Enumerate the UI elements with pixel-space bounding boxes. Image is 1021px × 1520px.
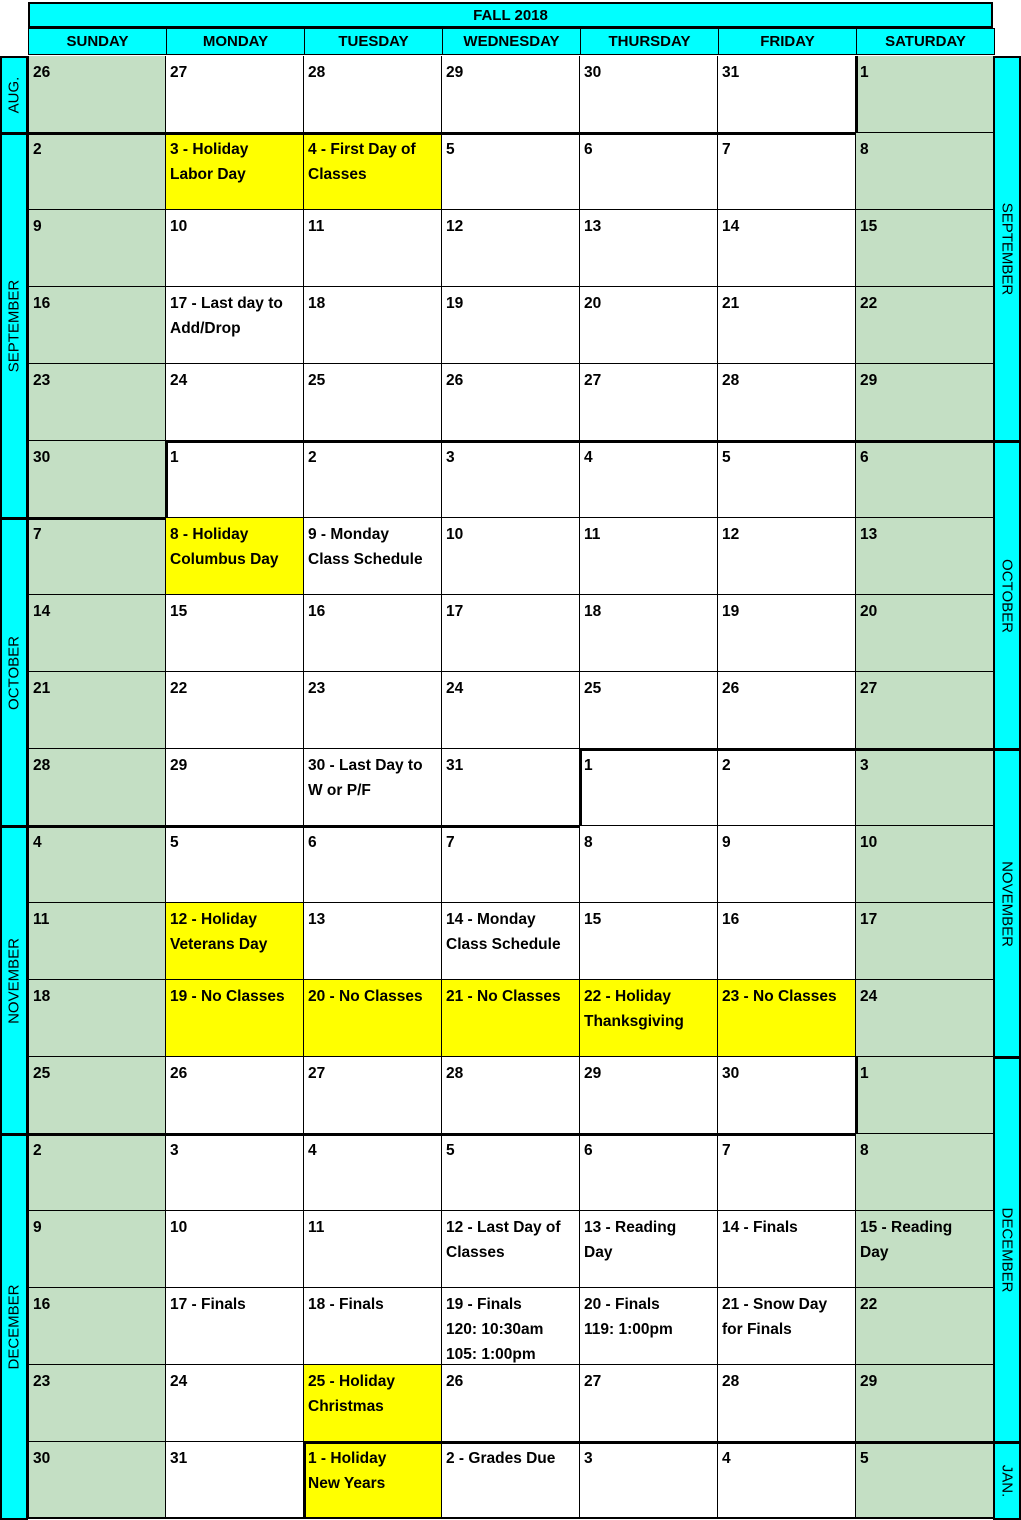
- day-header-tuesday: TUESDAY: [304, 28, 443, 55]
- month-label: DECEMBER: [998, 1207, 1016, 1293]
- day-cell[interactable]: 22 - Holiday Thanksgiving: [580, 980, 718, 1057]
- month-boundary-line: [303, 1442, 306, 1519]
- day-cell[interactable]: 23 - No Classes: [718, 980, 856, 1057]
- day-cell[interactable]: 28: [28, 749, 166, 826]
- day-cell[interactable]: 28: [442, 1057, 580, 1134]
- day-header-monday: MONDAY: [166, 28, 305, 55]
- day-cell[interactable]: 7: [442, 826, 580, 903]
- month-label: OCTOBER: [5, 635, 23, 710]
- day-cell[interactable]: 25 - Holiday Christmas: [304, 1365, 442, 1442]
- day-cell[interactable]: 8: [856, 1134, 994, 1211]
- day-cell[interactable]: 1: [856, 1057, 994, 1134]
- day-cell[interactable]: 16: [718, 903, 856, 980]
- day-cell[interactable]: 19: [718, 595, 856, 672]
- day-cell[interactable]: 12 - Last Day of Classes: [442, 1211, 580, 1288]
- day-cell[interactable]: 17: [442, 595, 580, 672]
- day-cell[interactable]: 2: [718, 749, 856, 826]
- month-boundary-line: [28, 517, 166, 520]
- right-month-band: [993, 56, 1021, 442]
- day-cell[interactable]: 31: [166, 1442, 304, 1519]
- day-cell[interactable]: 26: [718, 672, 856, 749]
- day-cell[interactable]: 20: [580, 287, 718, 364]
- month-label: SEPTEMBER: [998, 202, 1016, 296]
- day-cell[interactable]: 4: [28, 826, 166, 903]
- day-cell[interactable]: 6: [580, 133, 718, 210]
- day-cell[interactable]: 22: [166, 672, 304, 749]
- day-cell[interactable]: 27: [166, 56, 304, 133]
- day-cell[interactable]: 8: [856, 133, 994, 210]
- day-cell[interactable]: 5: [718, 441, 856, 518]
- day-cell[interactable]: 11: [580, 518, 718, 595]
- month-boundary-line: [28, 132, 856, 135]
- day-cell[interactable]: 2 - Grades Due: [442, 1442, 580, 1519]
- month-label: JAN.: [998, 1464, 1016, 1498]
- day-cell[interactable]: 11: [304, 210, 442, 287]
- day-cell[interactable]: 18: [580, 595, 718, 672]
- day-cell[interactable]: 9 - Monday Class Schedule: [304, 518, 442, 595]
- day-cell[interactable]: 30 - Last Day to W or P/F: [304, 749, 442, 826]
- day-cell[interactable]: 23: [304, 672, 442, 749]
- day-cell[interactable]: 16: [304, 595, 442, 672]
- day-cell[interactable]: 9: [718, 826, 856, 903]
- day-cell[interactable]: 21 - Snow Day for Finals: [718, 1288, 856, 1365]
- day-cell[interactable]: 30: [718, 1057, 856, 1134]
- day-header-wednesday: WEDNESDAY: [442, 28, 581, 55]
- day-cell[interactable]: 28: [718, 364, 856, 441]
- month-boundary-line: [28, 1133, 856, 1136]
- day-cell[interactable]: 7: [718, 1134, 856, 1211]
- month-boundary-line: [855, 1057, 858, 1134]
- right-month-band: [993, 441, 1021, 750]
- day-cell[interactable]: 30: [28, 1442, 166, 1519]
- month-label: SEPTEMBER: [5, 279, 23, 373]
- day-cell[interactable]: 10: [166, 1211, 304, 1288]
- day-cell[interactable]: 29: [166, 749, 304, 826]
- day-cell[interactable]: 17 - Last day to Add/Drop: [166, 287, 304, 364]
- day-cell[interactable]: 15 - Reading Day: [856, 1211, 994, 1288]
- day-cell[interactable]: 4: [718, 1442, 856, 1519]
- day-cell[interactable]: 16: [28, 1288, 166, 1365]
- calendar-title: FALL 2018: [28, 2, 993, 28]
- day-cell[interactable]: 25: [304, 364, 442, 441]
- day-cell[interactable]: 29: [856, 364, 994, 441]
- left-month-band: [0, 133, 28, 519]
- day-cell[interactable]: 10: [856, 826, 994, 903]
- day-cell[interactable]: 26: [442, 364, 580, 441]
- day-header-friday: FRIDAY: [718, 28, 857, 55]
- day-cell[interactable]: 3: [442, 441, 580, 518]
- month-boundary-line: [304, 1441, 994, 1444]
- day-cell[interactable]: 27: [304, 1057, 442, 1134]
- day-cell[interactable]: 1: [580, 749, 718, 826]
- day-cell[interactable]: 8 - Holiday Columbus Day: [166, 518, 304, 595]
- day-cell[interactable]: 31: [442, 749, 580, 826]
- day-cell[interactable]: 5: [442, 1134, 580, 1211]
- month-boundary-line: [579, 749, 582, 826]
- day-cell[interactable]: 3: [166, 1134, 304, 1211]
- day-cell[interactable]: 23: [28, 364, 166, 441]
- day-cell[interactable]: 24: [166, 1365, 304, 1442]
- day-cell[interactable]: 2: [304, 441, 442, 518]
- day-cell[interactable]: 5: [166, 826, 304, 903]
- day-cell[interactable]: 24: [442, 672, 580, 749]
- day-cell[interactable]: 17: [856, 903, 994, 980]
- day-cell[interactable]: 10: [166, 210, 304, 287]
- day-cell[interactable]: 6: [304, 826, 442, 903]
- day-cell[interactable]: 13: [856, 518, 994, 595]
- day-cell[interactable]: 27: [580, 364, 718, 441]
- day-cell[interactable]: 15: [856, 210, 994, 287]
- day-header-sunday: SUNDAY: [28, 28, 167, 55]
- day-cell[interactable]: 23: [28, 1365, 166, 1442]
- day-cell[interactable]: 13: [304, 903, 442, 980]
- day-cell[interactable]: 28: [304, 56, 442, 133]
- day-cell[interactable]: 26: [28, 56, 166, 133]
- day-cell[interactable]: 25: [580, 672, 718, 749]
- day-cell[interactable]: 20: [856, 595, 994, 672]
- day-cell[interactable]: 11: [304, 1211, 442, 1288]
- left-month-band: [0, 826, 28, 1135]
- day-cell[interactable]: 4: [580, 441, 718, 518]
- day-cell[interactable]: 3: [580, 1442, 718, 1519]
- left-month-band: [0, 56, 28, 134]
- day-cell[interactable]: 18: [28, 980, 166, 1057]
- month-boundary-line: [28, 825, 580, 828]
- right-month-band: [993, 1442, 1021, 1520]
- day-cell[interactable]: 6: [856, 441, 994, 518]
- day-cell[interactable]: 20 - No Classes: [304, 980, 442, 1057]
- day-cell[interactable]: 29: [580, 1057, 718, 1134]
- day-cell[interactable]: 12: [442, 210, 580, 287]
- day-cell[interactable]: 25: [28, 1057, 166, 1134]
- day-cell[interactable]: 24: [856, 980, 994, 1057]
- day-cell[interactable]: 13 - Reading Day: [580, 1211, 718, 1288]
- day-cell[interactable]: 14: [718, 210, 856, 287]
- day-cell[interactable]: 30: [28, 441, 166, 518]
- day-cell[interactable]: 10: [442, 518, 580, 595]
- day-cell[interactable]: 15: [166, 595, 304, 672]
- day-cell[interactable]: 29: [856, 1365, 994, 1442]
- left-month-band: [0, 1134, 28, 1520]
- day-cell[interactable]: 15: [580, 903, 718, 980]
- month-boundary-line: [855, 56, 858, 133]
- day-cell[interactable]: 14 - Monday Class Schedule: [442, 903, 580, 980]
- day-cell[interactable]: 11: [28, 903, 166, 980]
- day-cell[interactable]: 7: [28, 518, 166, 595]
- day-cell[interactable]: 9: [28, 1211, 166, 1288]
- day-header-thursday: THURSDAY: [580, 28, 719, 55]
- day-cell[interactable]: 19: [442, 287, 580, 364]
- month-label: OCTOBER: [998, 558, 1016, 633]
- month-boundary-line: [580, 748, 994, 751]
- left-month-band: [0, 518, 28, 827]
- month-boundary-line: [28, 1517, 994, 1519]
- day-cell[interactable]: 26: [166, 1057, 304, 1134]
- month-label: NOVEMBER: [998, 860, 1016, 947]
- day-cell[interactable]: 19 - No Classes: [166, 980, 304, 1057]
- right-month-band: [993, 749, 1021, 1058]
- day-cell[interactable]: 7: [718, 133, 856, 210]
- day-cell[interactable]: 14: [28, 595, 166, 672]
- day-cell[interactable]: 21 - No Classes: [442, 980, 580, 1057]
- day-cell[interactable]: 20 - Finals 119: 1:00pm: [580, 1288, 718, 1365]
- day-cell[interactable]: 9: [28, 210, 166, 287]
- day-cell[interactable]: 3 - Holiday Labor Day: [166, 133, 304, 210]
- day-cell[interactable]: 26: [442, 1365, 580, 1442]
- day-cell[interactable]: 29: [442, 56, 580, 133]
- day-cell[interactable]: 8: [580, 826, 718, 903]
- day-cell[interactable]: 6: [580, 1134, 718, 1211]
- day-cell[interactable]: 21: [28, 672, 166, 749]
- day-cell[interactable]: 4 - First Day of Classes: [304, 133, 442, 210]
- day-cell[interactable]: 14 - Finals: [718, 1211, 856, 1288]
- day-header-saturday: SATURDAY: [856, 28, 995, 55]
- day-cell[interactable]: 1: [856, 56, 994, 133]
- day-cell[interactable]: 31: [718, 56, 856, 133]
- day-cell[interactable]: 5: [442, 133, 580, 210]
- day-cell[interactable]: 24: [166, 364, 304, 441]
- day-cell[interactable]: 27: [580, 1365, 718, 1442]
- day-cell[interactable]: 22: [856, 1288, 994, 1365]
- day-cell[interactable]: 21: [718, 287, 856, 364]
- month-boundary-line: [165, 441, 168, 518]
- day-cell[interactable]: 12: [718, 518, 856, 595]
- day-cell[interactable]: 12 - Holiday Veterans Day: [166, 903, 304, 980]
- day-cell[interactable]: 27: [856, 672, 994, 749]
- day-cell[interactable]: 1: [166, 441, 304, 518]
- day-cell[interactable]: 4: [304, 1134, 442, 1211]
- day-cell[interactable]: 2: [28, 1134, 166, 1211]
- day-cell[interactable]: 18 - Finals: [304, 1288, 442, 1365]
- day-cell[interactable]: 30: [580, 56, 718, 133]
- day-cell[interactable]: 5: [856, 1442, 994, 1519]
- day-cell[interactable]: 18: [304, 287, 442, 364]
- day-cell[interactable]: 13: [580, 210, 718, 287]
- month-boundary-line: [166, 440, 994, 443]
- day-cell[interactable]: 16: [28, 287, 166, 364]
- month-label: NOVEMBER: [5, 937, 23, 1024]
- day-cell[interactable]: 22: [856, 287, 994, 364]
- month-label: AUG.: [5, 76, 23, 114]
- day-cell[interactable]: 28: [718, 1365, 856, 1442]
- day-cell[interactable]: 3: [856, 749, 994, 826]
- right-month-band: [993, 1057, 1021, 1443]
- day-cell[interactable]: 2: [28, 133, 166, 210]
- month-label: DECEMBER: [5, 1284, 23, 1370]
- day-cell[interactable]: 17 - Finals: [166, 1288, 304, 1365]
- day-cell[interactable]: 19 - Finals 120: 10:30am 105: 1:00pm: [442, 1288, 580, 1365]
- day-cell[interactable]: 1 - Holiday New Years: [304, 1442, 442, 1519]
